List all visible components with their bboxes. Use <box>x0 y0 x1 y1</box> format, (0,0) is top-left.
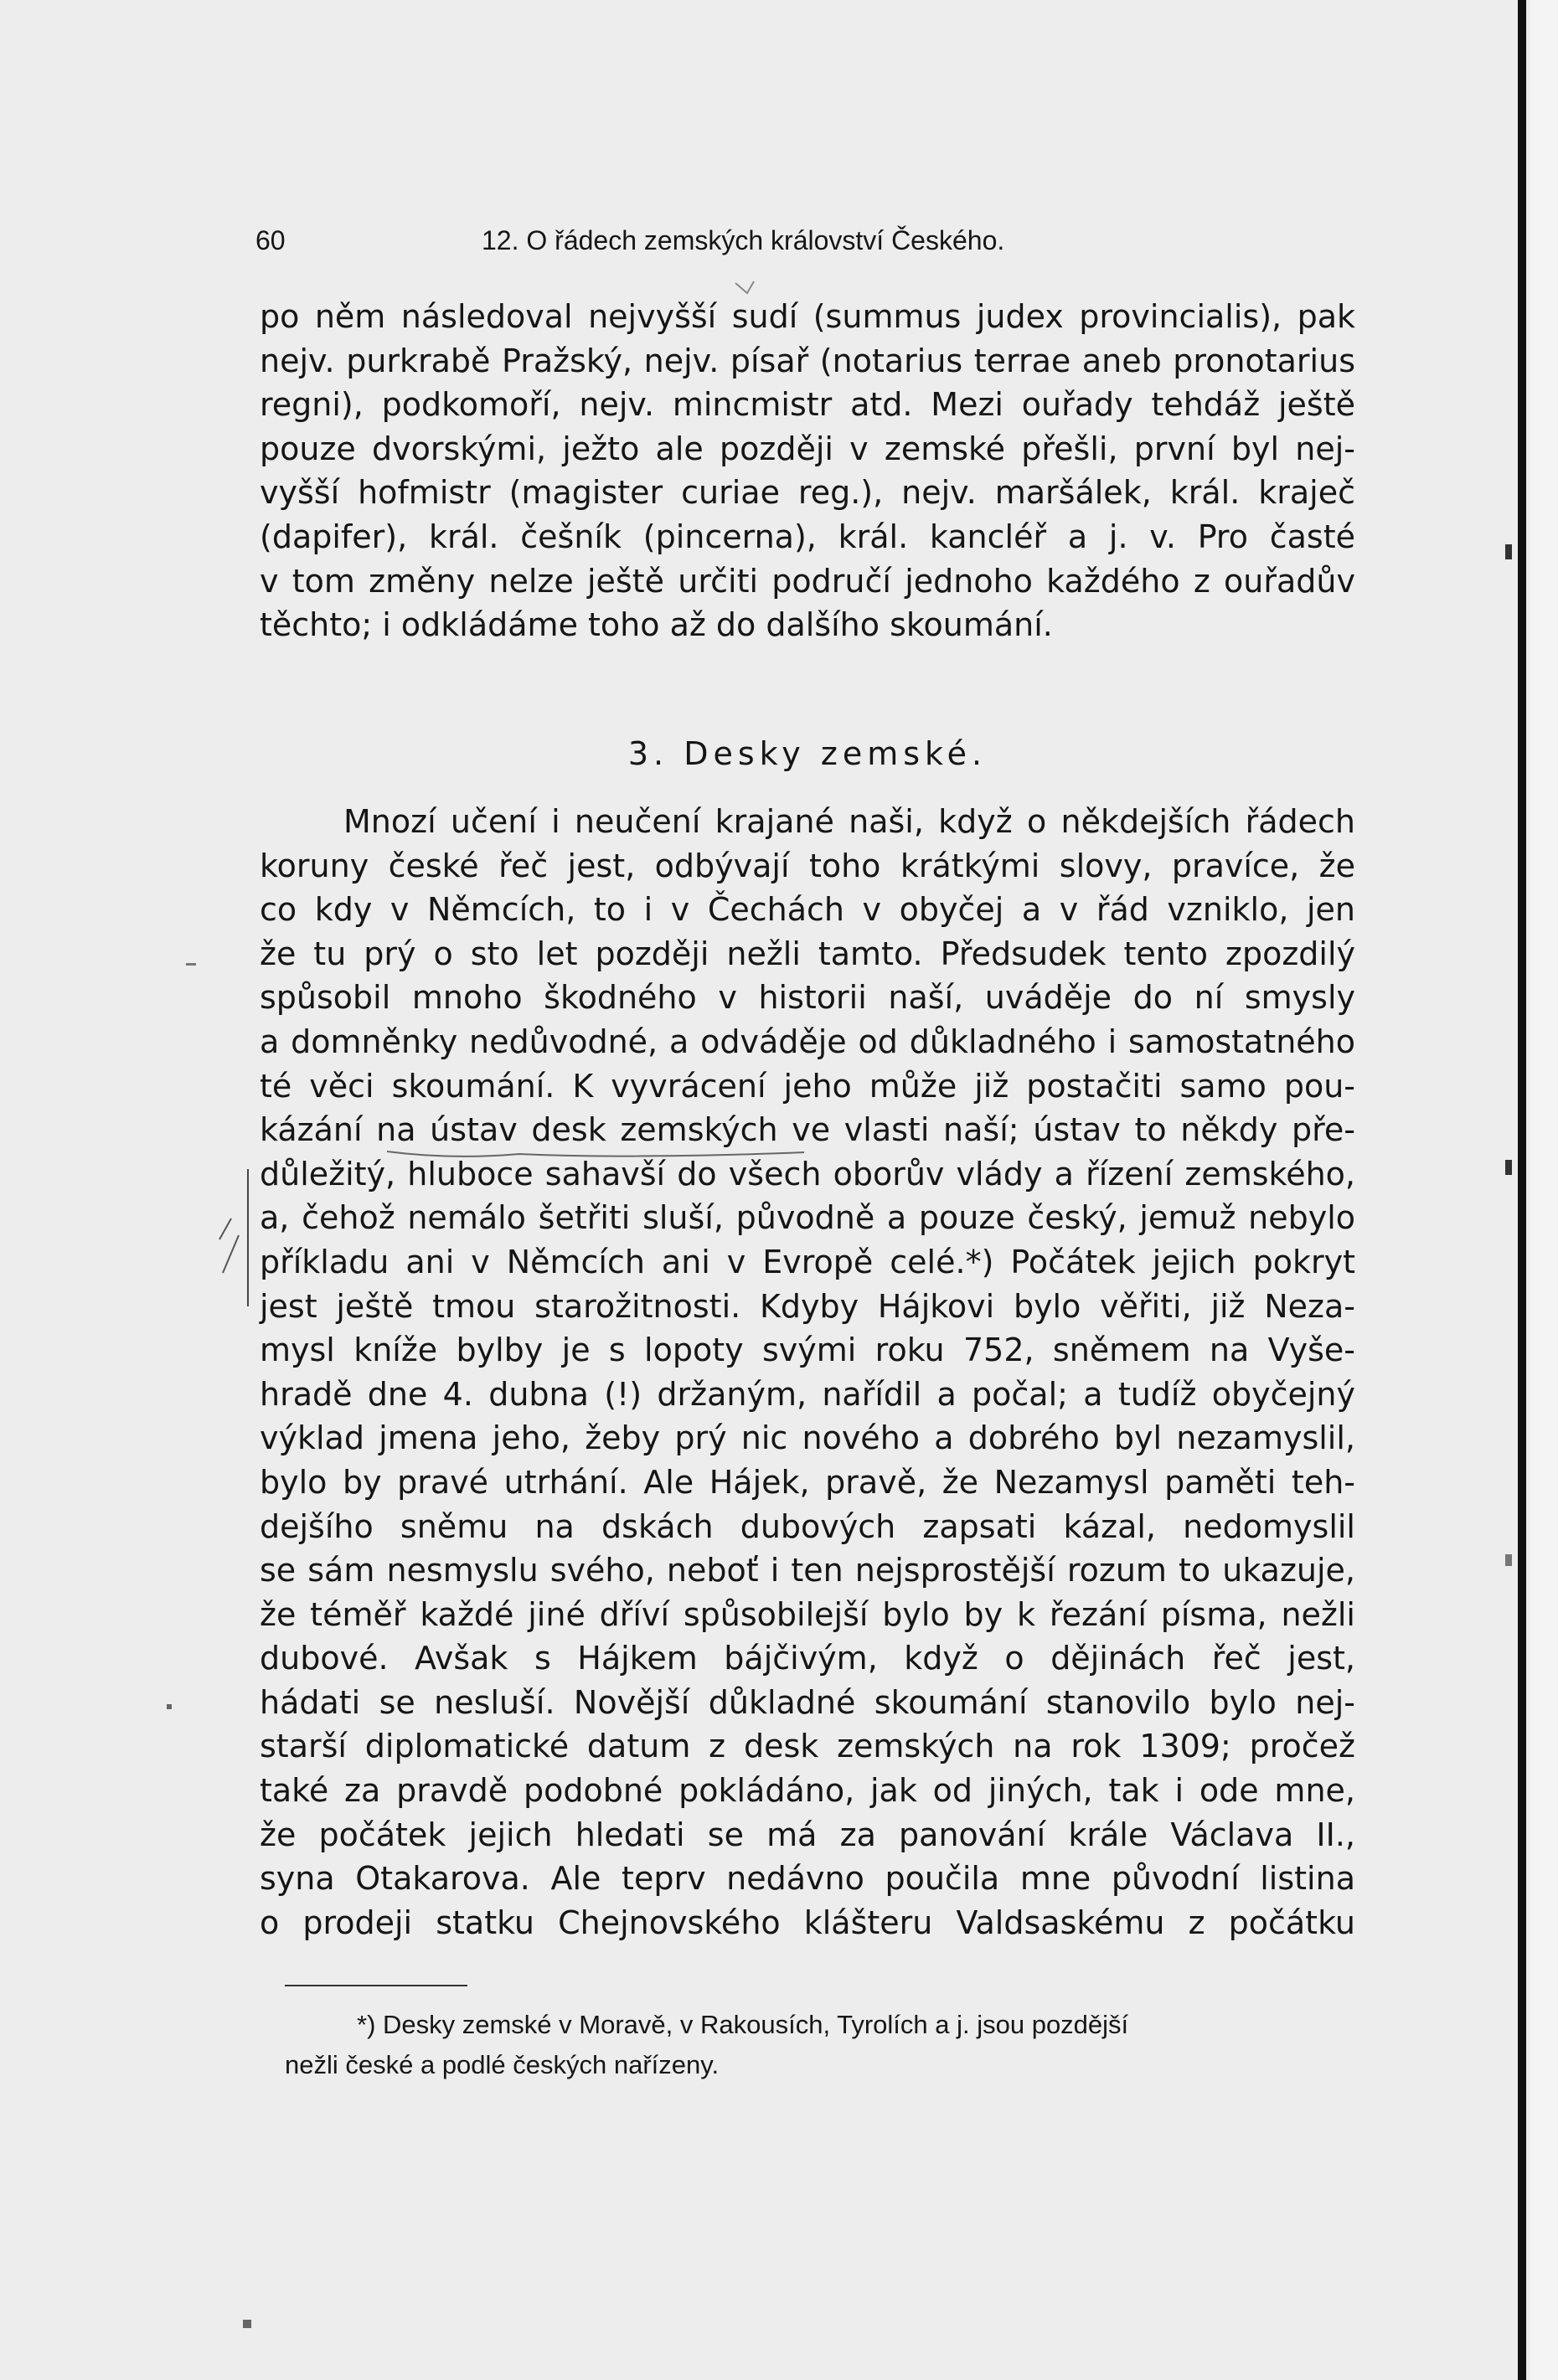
text-line: a domněnky nedůvodné, a odváděje od důkladného i samostatného <box>260 1023 1355 1060</box>
text-line: také za pravdě podobné pokládáno, jak od jiných, tak i ode mne, <box>260 1772 1355 1810</box>
text-line: se sám nesmyslu svého, neboť i ten nejsprostější rozum to ukazuje, <box>260 1552 1355 1589</box>
running-title: 12. O řádech zemských království Českého. <box>482 225 1005 255</box>
text-line: pouze dvorskými, ježto ale později v zemské přešli, první byl nej- <box>260 430 1355 467</box>
text-line: těchto; i odkládáme toho až do dalšího skoumání. <box>260 606 1053 644</box>
text-line: starší diplomatické datum z desk zemských na rok 1309; pročež <box>260 1728 1355 1765</box>
text-line: syna Otakarova. Ale teprv nedávno poučila mne původní listina <box>260 1860 1355 1898</box>
text-line: že téměř každé jiné dříví spůsobilejší bylo by k řezání písma, nežli <box>260 1595 1355 1633</box>
footnote-rule <box>285 1985 467 1986</box>
text-line: dubové. Avšak s Hájkem bájčivým, když o dějinách řeč jest, <box>260 1640 1355 1677</box>
text-line: po něm následoval nejvyšší sudí (summus judex provincialis), pak <box>260 298 1355 335</box>
text-line: že tu prý o sto let později nežli tamto. Předsudek tento zpozdilý <box>260 935 1355 972</box>
text-line: té věci skoumání. K vyvrácení jeho může již postačiti samo pou- <box>260 1067 1355 1105</box>
text-line: důležitý, hluboce sahavší do všech oborův vlády a řízení zemského, <box>260 1155 1355 1193</box>
text-line: jest ještě tmou starožitnosti. Kdyby Hájkovi bylo věřiti, již Neza- <box>260 1287 1355 1325</box>
text-line: hádati se nesluší. Novější důkladné skoumání stanovilo bylo nej- <box>260 1683 1355 1721</box>
text-line: hradě dne 4. dubna (!) držaným, nařídil a počal; a tudíž obyčejný <box>260 1375 1355 1413</box>
text-line: kázání na ústav desk zemských ve vlasti naší; ústav to někdy pře- <box>260 1111 1355 1149</box>
text-line: dejšího sněmu na dskách dubových zapsati kázal, nedomyslil <box>260 1507 1355 1545</box>
text-line: o prodeji statku Chejnovského klášteru Valdsaskému z počátku <box>260 1903 1355 1941</box>
text-line: (dapifer), král. češník (pincerna), král. kancléř a j. v. Pro časté <box>260 518 1355 555</box>
text-line: v tom změny nelze ještě určiti područí jednoho každého z ouřadův <box>260 562 1355 600</box>
text-line: a, čehož nemálo šetřiti sluší, původně a pouze český, jemuž nebylo <box>260 1199 1355 1237</box>
text-line: koruny české řeč jest, odbývají toho krátkými slovy, pravíce, že <box>260 847 1355 884</box>
text-line: co kdy v Němcích, to i v Čechách v obyčej a v řád vzniklo, jen <box>260 891 1355 929</box>
text-line: nejv. purkrabě Pražský, nejv. písař (notarius terrae aneb pronotarius <box>260 342 1355 379</box>
page-number: 60 <box>255 225 286 255</box>
text-line: příkladu ani v Němcích ani v Evropě celé.*) Počátek jejich pokryt <box>260 1243 1355 1280</box>
section-heading: 3. Desky zemské. <box>627 735 988 772</box>
text-line: výklad jmena jeho, žeby prý nic nového a dobrého byl nezamyslil, <box>260 1419 1355 1457</box>
text-line: bylo by pravé utrhání. Ale Hájek, pravě, že Nezamysl paměti teh- <box>260 1463 1355 1501</box>
footnote <box>285 2005 1355 2085</box>
text-line: spůsobil mnoho škodného v historii naší, uváděje do ní smysly <box>260 979 1355 1017</box>
footnote-line: *) Desky zemské v Moravě, v Rakousích, Tyrolích a j. jsou pozdější <box>357 2010 1129 2039</box>
text-line: regni), podkomoří, nejv. mincmistr atd. Mezi ouřady tehdáž ještě <box>260 386 1355 424</box>
text-line: mysl kníže bylby je s lopoty svými roku 752, sněmem na Vyše- <box>260 1332 1355 1369</box>
text-line: vyšší hofmistr (magister curiae reg.), nejv. maršálek, král. kraječ <box>260 474 1355 512</box>
text-line: Mnozí učení i neučení krajané naši, když o někdejších řádech <box>343 803 1355 840</box>
footnote-line: nežli české a podlé českých nařízeny. <box>285 2050 720 2079</box>
text-line: že počátek jejich hledati se má za panování krále Václava II., <box>260 1816 1355 1853</box>
